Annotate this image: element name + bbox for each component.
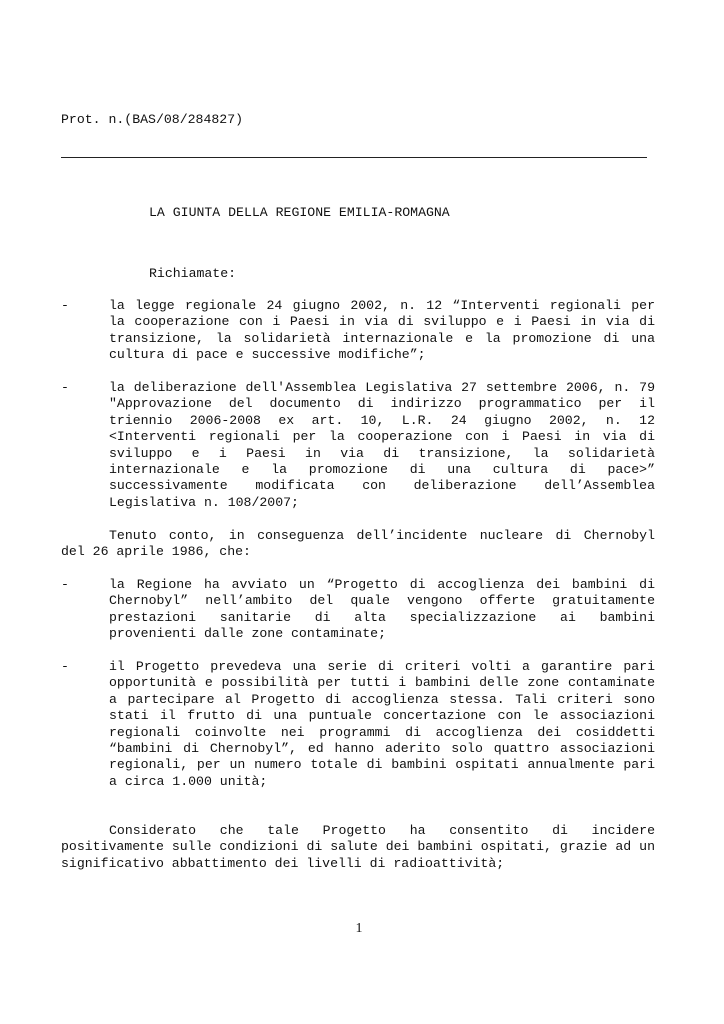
- document-heading: LA GIUNTA DELLA REGIONE EMILIA-ROMAGNA: [149, 205, 450, 220]
- paragraph-tenuto-conto: Tenuto conto, in conseguenza dell’incidente nucleare di Chernobyl del 26 aprile 1986, che:: [61, 528, 655, 560]
- protocol-number: Prot. n.(BAS/08/284827): [61, 112, 244, 127]
- list-item-text: il Progetto prevedeva una serie di criteri volti a garantire pari opportunità e possibilità per tutti i bambini delle zone contaminate a partecipare al Progetto di accoglienza stessa. Tali criteri sono stati il frutto di una puntuale concertazione con le associazioni regionali coinvolte nei programmi di accoglienza dei cosiddetti “bambini di Chernobyl”, ed hanno aderito solo quattro associazioni regionali, per un numero totale di bambini ospitati annualmente pari a circa 1.000 unità;: [109, 659, 655, 789]
- list-item-text: la Regione ha avviato un “Progetto di accoglienza dei bambini di Chernobyl” nell’ambito del quale vengono offerte gratuitamente prestazioni sanitarie di alta specializzazione ai bambini provenienti dalle zone contaminate;: [109, 577, 655, 642]
- paragraph-considerato: Considerato che tale Progetto ha consentito di incidere positivamente sulle condizioni di salute dei bambini ospitati, grazie ad un significativo abbattimento dei livelli di radioattività;: [61, 823, 655, 871]
- bullet-dash: -: [61, 380, 69, 395]
- richiamate-label: Richiamate:: [149, 266, 237, 281]
- list-item-text: la deliberazione dell'Assemblea Legislativa 27 settembre 2006, n. 79 "Approvazione del documento di indirizzo programmatico per il triennio 2006-2008 ex art. 10, L.R. 24 giugno 2002, n. 12 <Interventi regionali per la cooperazione con i Paesi in via di sviluppo e i Paesi in via di transizione, la solidarietà internazionale e la promozione di una cultura di pace>” successivamente modificata con deliberazione dell’Assemblea Legislativa n. 108/2007;: [109, 380, 655, 510]
- page-number: 1: [355, 921, 363, 936]
- bullet-dash: -: [61, 659, 69, 674]
- horizontal-rule: [61, 157, 647, 158]
- bullet-dash: -: [61, 577, 69, 592]
- list-item-text: la legge regionale 24 giugno 2002, n. 12 “Interventi regionali per la cooperazione con i Paesi in via di sviluppo e i Paesi in via di transizione, la solidarietà internazionale e la promozione di una cultura di pace e successive modifiche”;: [109, 298, 655, 363]
- bullet-dash: -: [61, 298, 69, 313]
